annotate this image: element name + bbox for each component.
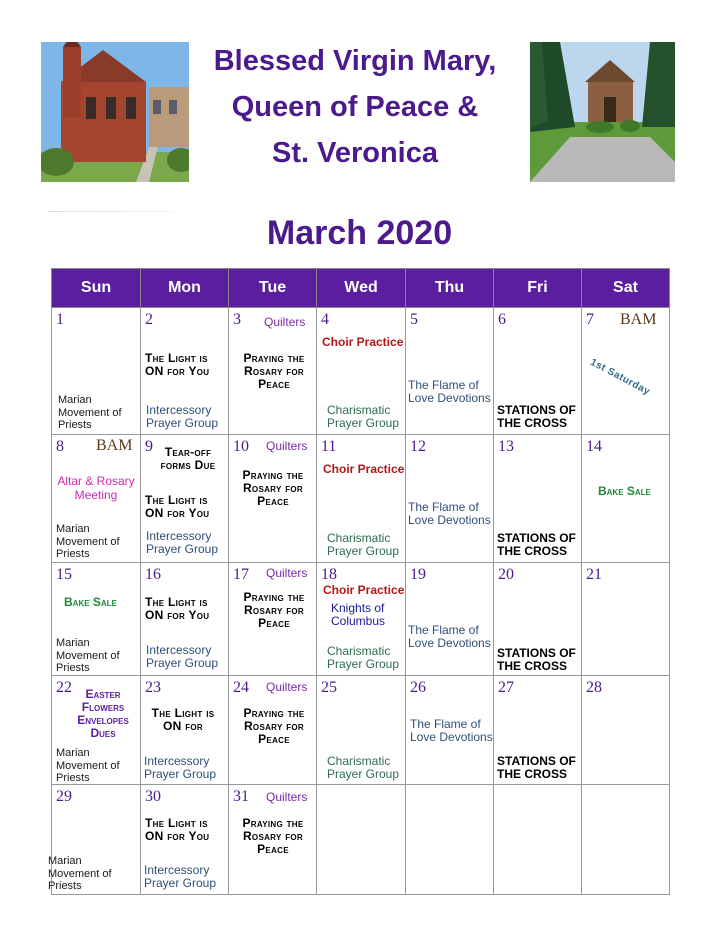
week-row bbox=[52, 785, 670, 895]
marian-event: Marian Movement of Priests bbox=[56, 637, 120, 674]
day-number: 30 bbox=[145, 788, 161, 805]
stations-event: STATIONS OF THE CROSS bbox=[497, 646, 576, 673]
day-number: 13 bbox=[498, 438, 514, 455]
day-cell bbox=[582, 308, 670, 435]
day-number: 9 bbox=[145, 438, 153, 455]
day-number: 5 bbox=[410, 311, 418, 328]
weekday-thu: Thu bbox=[406, 269, 494, 308]
tear-off-event: Tear-off forms Due bbox=[160, 445, 216, 472]
light-event: The Light is ON for You bbox=[145, 351, 210, 378]
day-cell bbox=[494, 308, 582, 435]
bam-event: BAM bbox=[620, 311, 657, 328]
flame-event: The Flame of Love Devotions bbox=[408, 623, 491, 650]
day-number: 25 bbox=[321, 679, 337, 696]
quilters-event: Quilters bbox=[266, 790, 308, 804]
charismatic-event: Charismatic Prayer Group bbox=[327, 754, 400, 781]
weekday-sat: Sat bbox=[582, 269, 670, 308]
day-cell bbox=[317, 435, 406, 563]
day-number: 4 bbox=[321, 311, 329, 328]
marian-event: Marian Movement of Priests bbox=[56, 523, 120, 560]
knights-event: Knights of Columbus bbox=[331, 601, 386, 628]
day-number: 15 bbox=[56, 566, 72, 583]
choir-event: Choir Practice bbox=[322, 335, 404, 349]
day-cell bbox=[494, 563, 582, 676]
intercessory-event: Intercessory Prayer Group bbox=[146, 529, 219, 556]
day-number: 2 bbox=[145, 311, 153, 328]
week-row bbox=[52, 563, 670, 676]
quilters-event: Quilters bbox=[264, 315, 306, 329]
calendar-grid bbox=[48, 268, 670, 895]
day-cell bbox=[406, 435, 494, 563]
choir-event: Choir Practice bbox=[323, 583, 405, 597]
day-number: 24 bbox=[233, 679, 249, 696]
day-number: 3 bbox=[233, 311, 241, 328]
day-cell bbox=[52, 308, 141, 435]
day-cell bbox=[141, 676, 229, 785]
bake-sale-event: Bake Sale bbox=[598, 484, 651, 498]
day-cell bbox=[141, 308, 229, 435]
day-number: 1 bbox=[56, 311, 64, 328]
day-cell bbox=[582, 563, 670, 676]
intercessory-event: Intercessory Prayer Group bbox=[146, 643, 219, 670]
intercessory-event: Intercessory Prayer Group bbox=[144, 863, 217, 890]
day-number: 17 bbox=[233, 566, 249, 583]
day-number: 8 bbox=[56, 438, 64, 455]
day-cell bbox=[582, 435, 670, 563]
bam-event: BAM bbox=[96, 437, 133, 454]
day-cell bbox=[229, 785, 317, 895]
bake-sale-event: Bake Sale bbox=[64, 595, 117, 609]
day-cell bbox=[317, 676, 406, 785]
day-cell bbox=[406, 785, 494, 895]
day-number: 18 bbox=[321, 566, 337, 583]
rosary-event: Praying the Rosary for Peace bbox=[243, 590, 305, 630]
choir-event: Choir Practice bbox=[323, 462, 405, 476]
day-cell bbox=[582, 785, 670, 895]
day-cell bbox=[317, 308, 406, 435]
rosary-event: Praying the Rosary for Peace bbox=[242, 816, 304, 856]
day-cell bbox=[229, 435, 317, 563]
day-number: 26 bbox=[410, 679, 426, 696]
day-cell bbox=[406, 563, 494, 676]
flame-event: The Flame of Love Devotions bbox=[408, 378, 491, 405]
day-number: 27 bbox=[498, 679, 514, 696]
day-number: 14 bbox=[586, 438, 602, 455]
weekday-tue: Tue bbox=[229, 269, 317, 308]
day-cell bbox=[494, 785, 582, 895]
intercessory-event: Intercessory Prayer Group bbox=[144, 754, 217, 781]
church-photo bbox=[41, 42, 189, 182]
day-cell bbox=[494, 676, 582, 785]
marian-event: Marian Movement of Priests bbox=[48, 855, 112, 892]
weekday-wed: Wed bbox=[317, 269, 406, 308]
day-number: 31 bbox=[233, 788, 249, 805]
flame-event: The Flame of Love Devotions bbox=[408, 500, 491, 527]
day-number: 10 bbox=[233, 438, 249, 455]
day-number: 7 bbox=[586, 311, 594, 328]
light-event: The Light is ON for You bbox=[145, 595, 210, 622]
day-number: 19 bbox=[410, 566, 426, 583]
marian-event: Marian Movement of Priests bbox=[56, 747, 120, 784]
day-cell bbox=[141, 785, 229, 895]
weekday-mon: Mon bbox=[141, 269, 229, 308]
day-cell bbox=[317, 563, 406, 676]
charismatic-event: Charismatic Prayer Group bbox=[327, 403, 400, 430]
quilters-event: Quilters bbox=[266, 566, 308, 580]
day-number: 23 bbox=[145, 679, 161, 696]
day-number: 22 bbox=[56, 679, 72, 696]
rosary-event: Praying the Rosary for Peace bbox=[242, 468, 304, 508]
day-number: 16 bbox=[145, 566, 161, 583]
day-cell bbox=[141, 563, 229, 676]
day-cell bbox=[317, 785, 406, 895]
marian-event: Marian Movement of Priests bbox=[58, 394, 122, 431]
day-cell bbox=[52, 435, 141, 563]
day-cell bbox=[229, 308, 317, 435]
quilters-event: Quilters bbox=[266, 439, 308, 453]
easter-envelopes-event: Easter Flowers Envelopes Dues bbox=[77, 687, 129, 740]
rosary-event: Praying the Rosary for Peace bbox=[243, 706, 305, 746]
light-event: The Light is ON for bbox=[151, 706, 215, 733]
day-number: 28 bbox=[586, 679, 602, 696]
day-cell bbox=[229, 676, 317, 785]
day-number: 21 bbox=[586, 566, 602, 583]
weekday-header-row bbox=[52, 269, 670, 308]
rosary-event: Praying the Rosary for Peace bbox=[243, 351, 305, 391]
quilters-event: Quilters bbox=[266, 680, 308, 694]
month-title: March 2020 bbox=[266, 214, 453, 252]
parish-name-line-2: Queen of Peace & bbox=[231, 91, 479, 123]
day-cell bbox=[52, 563, 141, 676]
day-number: 12 bbox=[410, 438, 426, 455]
stations-event: STATIONS OF THE CROSS bbox=[497, 754, 576, 781]
week-row bbox=[52, 308, 670, 435]
charismatic-event: Charismatic Prayer Group bbox=[327, 644, 400, 671]
stations-event: STATIONS OF THE CROSS bbox=[497, 531, 576, 558]
parish-name-line-1: Blessed Virgin Mary, bbox=[213, 45, 497, 77]
day-cell bbox=[48, 785, 141, 895]
day-number: 6 bbox=[498, 311, 506, 328]
day-cell bbox=[406, 308, 494, 435]
day-number: 29 bbox=[56, 788, 72, 805]
weekday-fri: Fri bbox=[494, 269, 582, 308]
week-row bbox=[52, 435, 670, 563]
parish-name-line-3: St. Veronica bbox=[271, 137, 438, 169]
day-cell bbox=[406, 676, 494, 785]
chapel-photo bbox=[530, 42, 675, 182]
day-cell bbox=[582, 676, 670, 785]
light-event: The Light is ON for You bbox=[145, 816, 210, 843]
light-event: The Light is ON for You bbox=[145, 493, 210, 520]
first-saturday-label: 1st Saturday bbox=[588, 356, 652, 398]
divider bbox=[48, 211, 173, 212]
intercessory-event: Intercessory Prayer Group bbox=[146, 403, 219, 430]
weekday-sun: Sun bbox=[52, 269, 141, 308]
day-cell bbox=[52, 676, 141, 785]
day-cell bbox=[494, 435, 582, 563]
charismatic-event: Charismatic Prayer Group bbox=[327, 531, 400, 558]
day-cell bbox=[229, 563, 317, 676]
flame-event: The Flame of Love Devotions bbox=[410, 717, 493, 744]
altar-rosary-event: Altar & Rosary Meeting bbox=[57, 474, 135, 502]
day-number: 20 bbox=[498, 566, 514, 583]
week-row bbox=[52, 676, 670, 785]
day-cell bbox=[141, 435, 229, 563]
stations-event: STATIONS OF THE CROSS bbox=[497, 403, 576, 430]
day-number: 11 bbox=[321, 438, 337, 455]
